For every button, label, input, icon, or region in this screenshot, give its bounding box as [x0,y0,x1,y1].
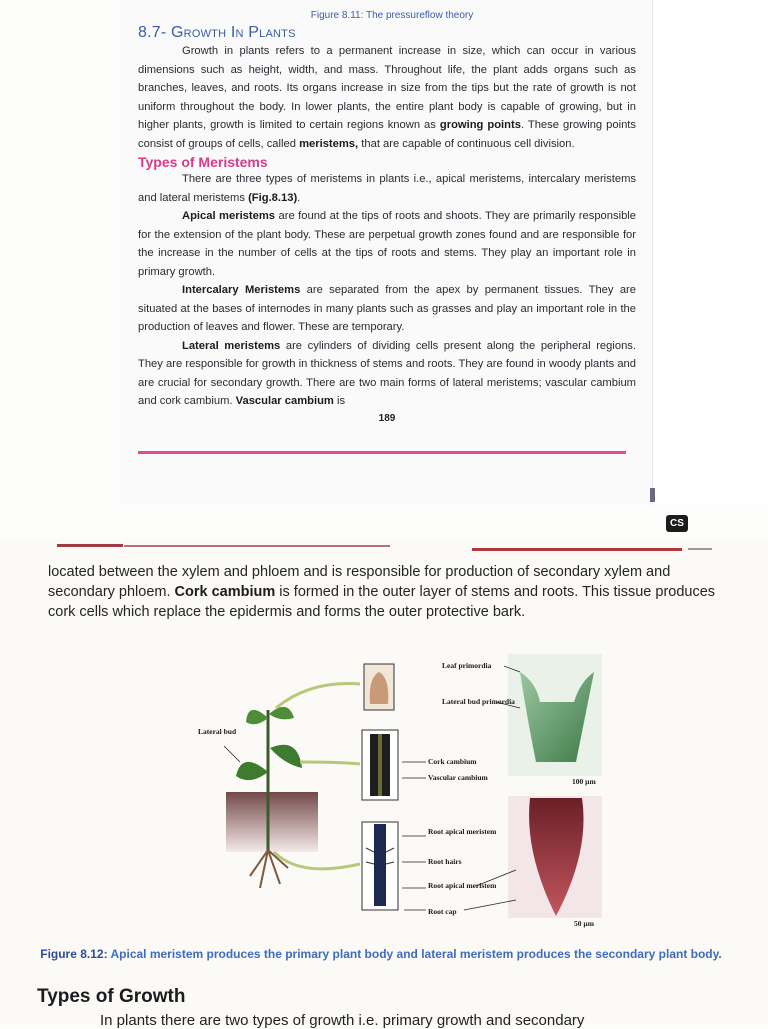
page-number: 189 [378,412,396,424]
figure-reference: (Fig.8.13) [248,191,298,204]
types-text-2: . [297,191,301,204]
label-root-apical-meristem-1: Root apical meristem [428,827,497,836]
header-rule-middle [124,545,390,547]
label-scale-top: 100 µm [572,777,596,786]
footer-rule [138,451,626,454]
subsection-heading: Types of Meristems [138,154,268,170]
arrow-to-shoot-tip [276,684,360,709]
term-intercalary-meristems: Intercalary Meristems [182,284,301,296]
term-growing-points: growing points [439,119,521,131]
figure-8-12-caption [36,945,726,963]
intercalary-paragraph [138,281,636,337]
label-cork-cambium: Cork cambium [428,757,477,766]
section-number: 8.7- [138,24,167,41]
apical-paragraph [138,207,636,281]
section-title: Growth In Plants [171,24,296,41]
plant-leaf [246,710,268,724]
intro-text-1: Growth in plants refers to a permanent increase in size, which can occur in various dimensions such as height, width, and mass. Throughout life, the plant adds organs such as branches, leaves, and roots. Its organs increase in size from the tips but the rate of growth is not uniform throughout the body. In lower plants, the entire plant body is capable of growing, but in higher plants, growth is limited to certain regions known as [138,45,636,131]
apical-text: are found at the tips of roots and shoots. They are primarily responsible for the extension of the plant body. These are perpetual growth zones found and are responsible for the increase in the number of cells at the tips of roots and stems. They play an important role in primary growth. [138,210,636,278]
plant-roots [250,850,288,888]
label-root-cap: Root cap [428,907,457,916]
label-lateral-bud: Lateral bud [198,727,237,736]
lateral-paragraph [138,337,636,411]
header-rule-left [57,544,123,547]
figure-caption-text: Apical meristem produces the primary plant body and lateral meristem produces the secondary plant body. [107,947,722,961]
label-root-apical-meristem-2: Root apical meristem [428,881,497,890]
root-tip-core [374,824,386,906]
figure-caption-label: Figure 8.12: [40,947,108,961]
intercalary-text: are separated from the apex by permanent tissues. They are situated at the bases of internodes in many plants such as grasses and play an important role in the production of leaves and flower. These are temporary. [138,284,637,333]
continuation-paragraph [48,562,716,622]
header-rule-end [688,548,712,550]
continuation-text-1: located between the xylem and phloem and is responsible for production of secondary xylem and secondary phloem. [48,564,671,600]
arrow-to-stem-section [300,762,360,764]
term-vascular-cambium: Vascular cambium [235,395,334,407]
page-edge-shadow [650,488,655,502]
term-apical-meristems: Apical meristems [182,210,276,222]
figure-8-11-caption: Figure 8.11: The pressureflow theory [310,10,474,21]
intro-text-2: . These growing points consist of groups of cells, called [138,119,637,150]
page-gap [0,505,768,545]
lateral-text-1: are cylinders of dividing cells present along the peripheral regions. They are responsible for growth in thickness of stems and roots. They are found in woody plants and are crucial for secondary growth. There are two main forms of lateral meristems; vascular cambium and cork cambium. [138,339,636,407]
label-scale-bottom: 50 µm [574,919,594,928]
plant-leaf [269,707,294,719]
figure-8-12-meristems [190,652,620,928]
term-lateral-meristems: Lateral meristems [182,339,281,352]
page-edge [652,0,768,505]
intro-text-3: that are capable of continuous cell division. [358,137,575,150]
types-text-1: There are three types of meristems in plants i.e., apical meristems, intercalary meristems and lateral meristems [138,173,636,204]
header-rule-right [472,548,682,551]
types-paragraph [138,170,636,207]
label-leaf-primordia: Leaf primordia [442,661,492,670]
continuation-text-2: is formed in the outer layer of stems and roots. This tissue produces cork cells which replace the epidermis and forms the outer protective bark. [48,584,716,620]
camscanner-badge: CS [666,515,688,532]
term-cork-cambium: Cork cambium [174,584,276,600]
soil-block [226,792,318,852]
cut-off-text-line: In plants there are two types of growth i.e. primary growth and secondary [100,1012,585,1029]
term-meristems: meristems, [299,137,359,150]
label-vascular-cambium: Vascular cambium [428,773,488,782]
plant-leaf [236,762,268,780]
plant-leaf [270,745,302,768]
label-root-hairs: Root hairs [428,857,462,866]
label-lateral-bud-primordia: Lateral bud primordia [442,697,515,706]
lateral-text-2: is [333,395,346,407]
page-189-content [138,10,636,424]
section-heading [138,24,636,42]
types-of-growth-heading: Types of Growth [37,986,186,1007]
intro-paragraph [138,42,636,153]
